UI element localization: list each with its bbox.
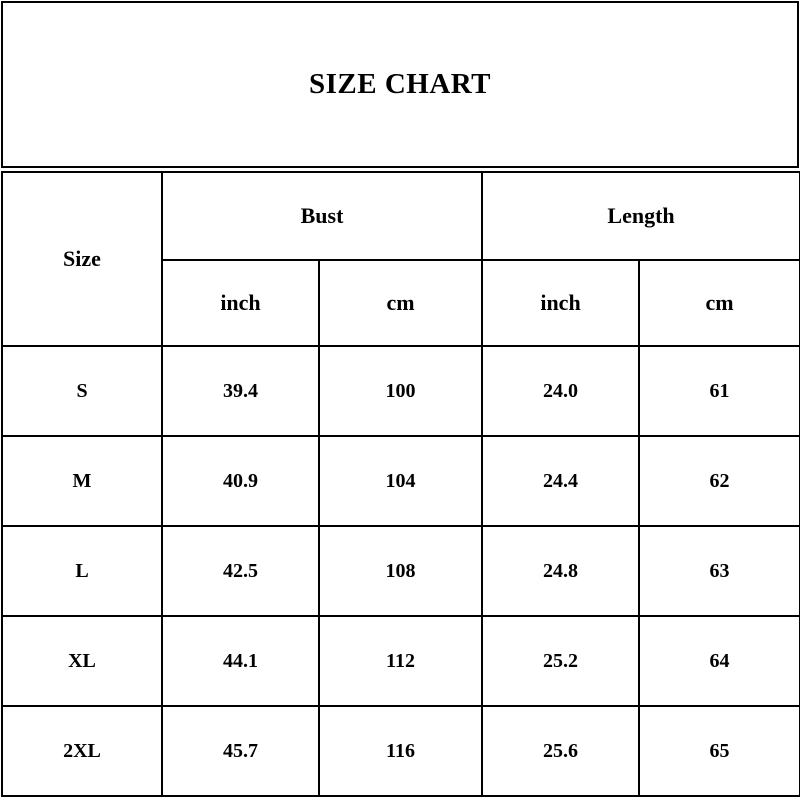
length-cm-cell: 61 <box>639 346 800 436</box>
header-bust: Bust <box>162 172 482 260</box>
header-length: Length <box>482 172 800 260</box>
length-cm-cell: 65 <box>639 706 800 796</box>
table-row-m <box>2 436 800 526</box>
bust-cm-cell: 104 <box>319 436 482 526</box>
header-bust-inch: inch <box>162 260 319 346</box>
length-inch-cell: 25.2 <box>482 616 639 706</box>
bust-cm-cell: 116 <box>319 706 482 796</box>
page-title: SIZE CHART <box>308 68 492 100</box>
length-cm-cell: 62 <box>639 436 800 526</box>
header-size: Size <box>2 172 162 346</box>
bust-cm-cell: 112 <box>319 616 482 706</box>
table-row-2xl <box>2 706 800 796</box>
table-group-header-row <box>2 172 800 260</box>
table-row-l <box>2 526 800 616</box>
title-box <box>1 1 799 168</box>
table-row-s <box>2 346 800 436</box>
bust-inch-cell: 40.9 <box>162 436 319 526</box>
size-cell: 2XL <box>2 706 162 796</box>
bust-cm-cell: 108 <box>319 526 482 616</box>
bust-inch-cell: 39.4 <box>162 346 319 436</box>
header-length-inch: inch <box>482 260 639 346</box>
table-row-xl <box>2 616 800 706</box>
size-cell: M <box>2 436 162 526</box>
length-cm-cell: 63 <box>639 526 800 616</box>
bust-inch-cell: 42.5 <box>162 526 319 616</box>
bust-inch-cell: 44.1 <box>162 616 319 706</box>
size-cell: S <box>2 346 162 436</box>
size-cell: XL <box>2 616 162 706</box>
length-cm-cell: 64 <box>639 616 800 706</box>
header-bust-cm: cm <box>319 260 482 346</box>
length-inch-cell: 24.8 <box>482 526 639 616</box>
bust-cm-cell: 100 <box>319 346 482 436</box>
bust-inch-cell: 45.7 <box>162 706 319 796</box>
length-inch-cell: 24.0 <box>482 346 639 436</box>
length-inch-cell: 25.6 <box>482 706 639 796</box>
size-cell: L <box>2 526 162 616</box>
size-chart-table <box>1 171 800 797</box>
length-inch-cell: 24.4 <box>482 436 639 526</box>
header-length-cm: cm <box>639 260 800 346</box>
